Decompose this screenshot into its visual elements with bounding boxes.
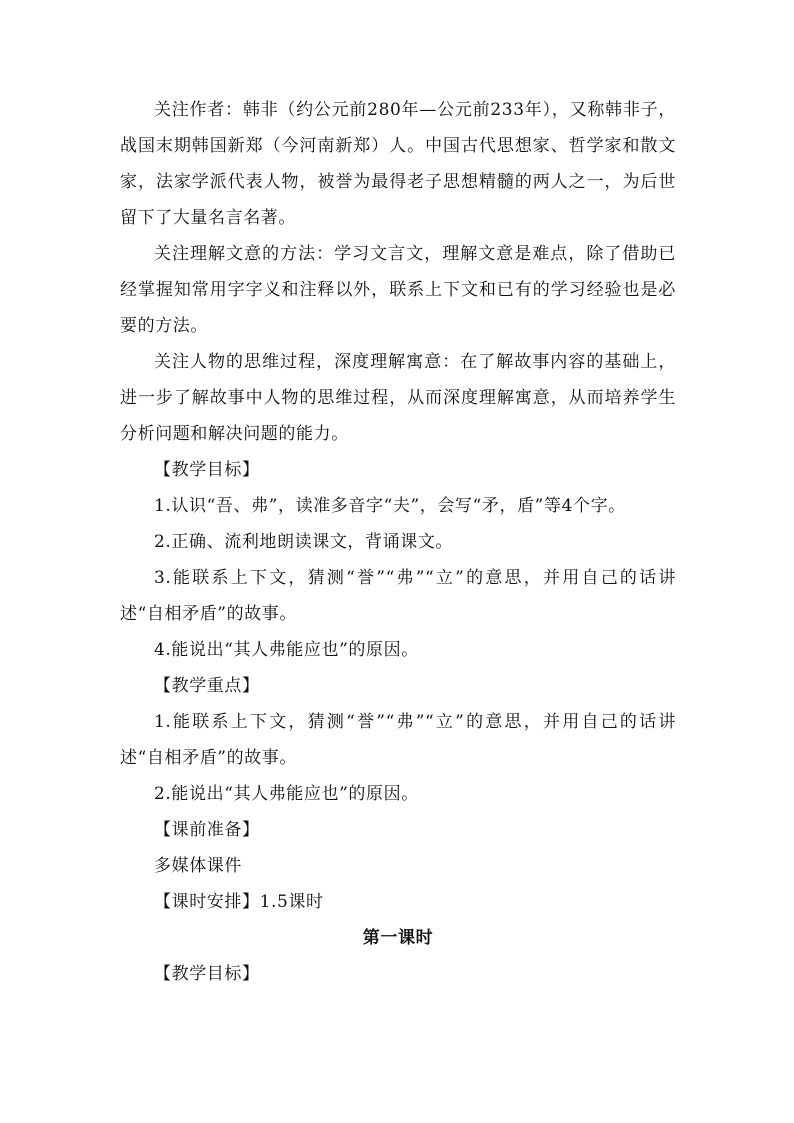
teaching-goal-item: 4.能说出“其人弗能应也”的原因。 <box>154 640 419 660</box>
document-body <box>120 92 676 992</box>
key-point-item: 1.能联系上下文，猜测“誉”“弗”“立”的意思，并用自己的话讲述“自相矛盾”的故事。 <box>120 712 676 768</box>
teaching-goal-item: 2.正确、流利地朗读课文，背诵课文。 <box>154 532 454 552</box>
lesson-goals-heading: 【教学目标】 <box>154 964 260 984</box>
method-intro-paragraph: 关注理解文意的方法：学习文言文，理解文意是难点，除了借助已经掌握知常用字字义和注释以外，联系上下文和已有的学习经验也是必要的方法。 <box>120 244 676 336</box>
preparation-text: 多媒体课件 <box>154 856 242 876</box>
preparation-heading: 【课前准备】 <box>154 820 260 840</box>
thinking-intro-paragraph: 关注人物的思维过程，深度理解寓意：在了解故事内容的基础上，进一步了解故事中人物的思维过程，从而深度理解寓意，从而培养学生分析问题和解决问题的能力。 <box>120 352 676 444</box>
teaching-goals-heading: 【教学目标】 <box>154 460 260 480</box>
author-intro-paragraph: 关注作者：韩非（约公元前280年—公元前233年），又称韩非子，战国末期韩国新郑（今河南新郑）人。中国古代思想家、哲学家和散文家，法家学派代表人物，被誉为最得老子思想精髓的两人之一，为后世留下了大量名言名著。 <box>120 100 676 228</box>
key-point-item: 2.能说出“其人弗能应也”的原因。 <box>154 784 419 804</box>
schedule-text: 【课时安排】1.5课时 <box>154 892 324 912</box>
teaching-goal-item: 1.认识“吾、弗”，读准多音字“夫”，会写“矛，盾”等4个字。 <box>154 496 626 516</box>
teaching-goal-item: 3.能联系上下文，猜测“誉”“弗”“立”的意思，并用自己的话讲述“自相矛盾”的故事。 <box>120 568 676 624</box>
lesson-heading: 第一课时 <box>362 928 434 948</box>
key-points-heading: 【教学重点】 <box>154 676 260 696</box>
